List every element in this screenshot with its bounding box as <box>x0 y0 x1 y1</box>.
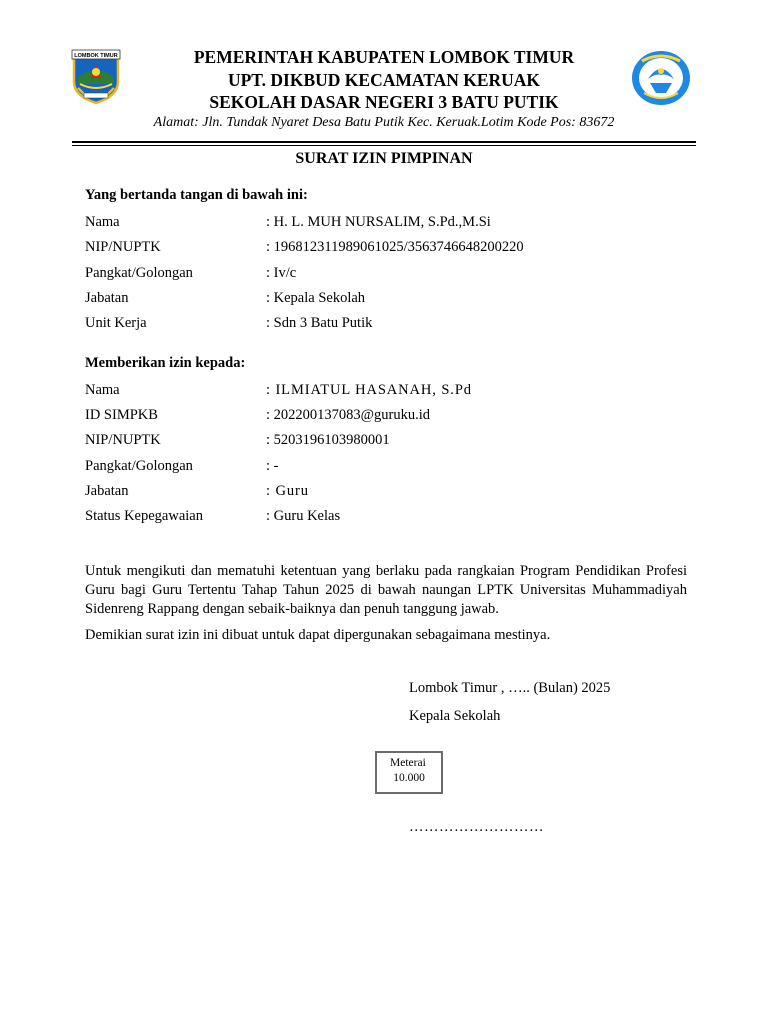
field-value: : Sdn 3 Batu Putik <box>266 315 373 331</box>
stamp-duty-box <box>375 751 443 794</box>
field-label: Unit Kerja <box>85 315 147 331</box>
field-value: : Guru Kelas <box>266 508 341 524</box>
field-label: Nama <box>85 214 120 230</box>
letterhead-address: Alamat: Jln. Tundak Nyaret Desa Batu Putik Kec. Keruak.Lotim Kode Pos: 83672 <box>153 115 615 130</box>
letterhead-divider-thick <box>72 141 696 143</box>
letterhead-department: UPT. DIKBUD KECAMATAN KERUAK <box>227 70 541 90</box>
field-label: Status Kepegawaian <box>85 508 203 524</box>
stamp-value: 10.000 <box>393 772 425 784</box>
field-value: : Guru <box>266 483 309 499</box>
field-value: : Kepala Sekolah <box>266 290 366 306</box>
letterhead-divider-thin <box>72 145 696 146</box>
signature-name-placeholder: ……………………… <box>409 819 544 835</box>
signer-row-unit <box>85 315 685 337</box>
field-label: Pangkat/Golongan <box>85 265 193 281</box>
field-label: ID SIMPKB <box>85 407 158 423</box>
field-label: NIP/NUPTK <box>85 239 161 255</box>
letterhead-school: SEKOLAH DASAR NEGERI 3 BATU PUTIK <box>209 92 559 112</box>
grantee-row-name <box>85 382 685 404</box>
field-value: : H. L. MUH NURSALIM, S.Pd.,M.Si <box>266 214 491 230</box>
field-label: Jabatan <box>85 483 129 499</box>
grantee-row-nip <box>85 432 685 454</box>
grantee-row-rank <box>85 458 685 480</box>
document-title: SURAT IZIN PIMPINAN <box>295 150 473 167</box>
stamp-label: Meterai <box>390 757 426 769</box>
signer-section-heading: Yang bertanda tangan di bawah ini: <box>85 187 308 203</box>
field-value: : 5203196103980001 <box>266 432 390 448</box>
signer-row-rank <box>85 265 685 287</box>
body-paragraph: Untuk mengikuti dan mematuhi ketentuan yang berlaku pada rangkaian Program Pendidikan Profesi Guru bagi Guru Tertentu Tahap Tahun 2025 di bawah naungan LPTK Universitas Muhammadiyah Sidenreng Rappang dengan sebaik-baiknya dan penuh tanggung jawab. <box>85 563 687 617</box>
signer-row-position <box>85 290 685 312</box>
signature-place-date: Lombok Timur , ….. (Bulan) 2025 <box>409 680 611 696</box>
field-label: Nama <box>85 382 120 398</box>
grantee-row-status <box>85 508 685 530</box>
grantee-section-heading: Memberikan izin kepada: <box>85 355 246 371</box>
field-value: : - <box>266 458 279 474</box>
signature-role: Kepala Sekolah <box>409 708 501 724</box>
field-label: NIP/NUPTK <box>85 432 161 448</box>
field-value: : Iv/c <box>266 265 297 281</box>
field-label: Jabatan <box>85 290 129 306</box>
letterhead-government: PEMERINTAH KABUPATEN LOMBOK TIMUR <box>193 47 575 67</box>
field-value: : 202200137083@guruku.id <box>266 407 430 423</box>
svg-text:LOMBOK TIMUR: LOMBOK TIMUR <box>74 53 118 59</box>
closing-paragraph: Demikian surat izin ini dibuat untuk dapat dipergunakan sebagaimana mestinya. <box>85 627 551 643</box>
grantee-row-simpkb <box>85 407 685 429</box>
field-value: : 196812311989061025/3563746648200220 <box>266 239 524 255</box>
signer-row-nip <box>85 239 685 261</box>
grantee-row-position <box>85 483 685 505</box>
tut-wuri-handayani-icon <box>630 49 692 107</box>
field-value: : ILMIATUL HASANAH, S.Pd <box>266 382 472 398</box>
field-label: Pangkat/Golongan <box>85 458 193 474</box>
signer-row-name <box>85 214 685 236</box>
